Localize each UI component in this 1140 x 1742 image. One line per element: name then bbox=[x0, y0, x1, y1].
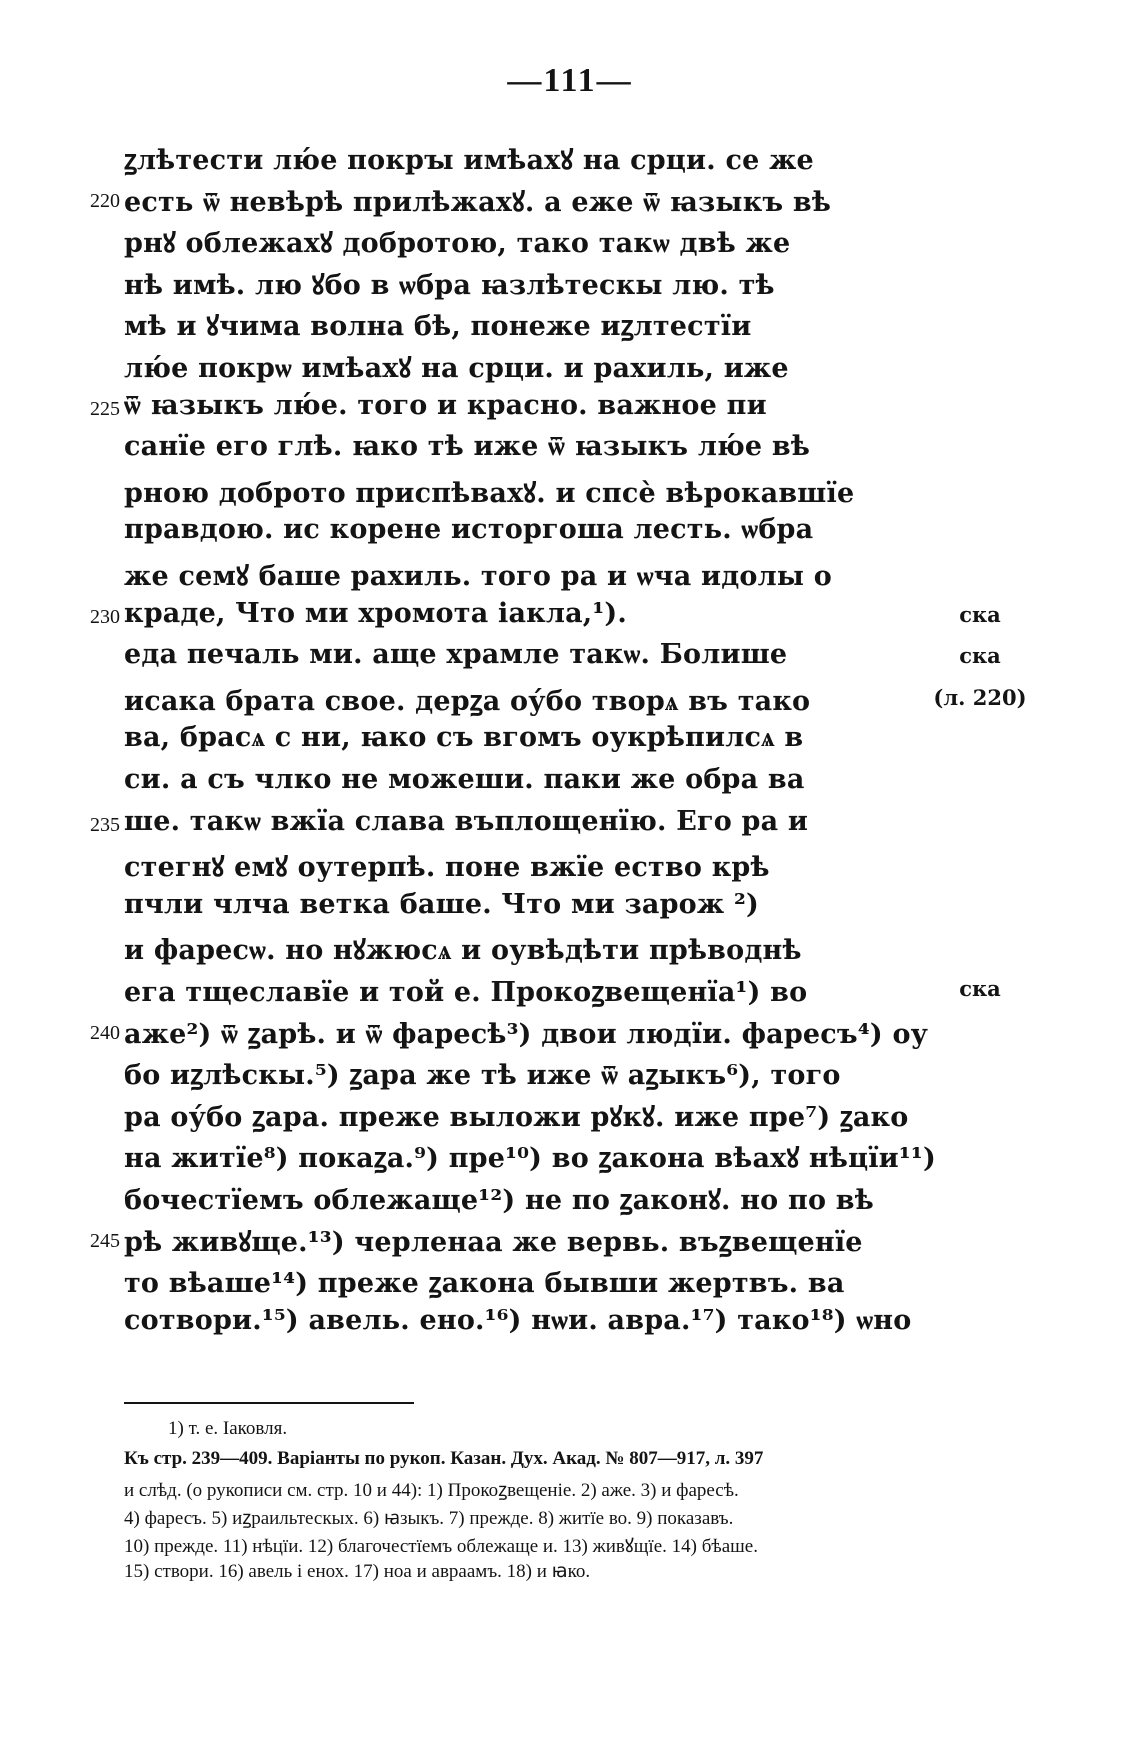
line-text: мѣ и ꙋчима волна бѣ, понеже иꙁлтестїи bbox=[124, 311, 752, 343]
line-text: исака брата свое. дерꙁа оу́бо творѧ въ тако bbox=[124, 685, 811, 717]
line-text: же семꙋ баше рахиль. того ра и ѡча идолы о bbox=[124, 561, 832, 592]
text-line bbox=[0, 1180, 1140, 1220]
line-text: ꙁлѣтести лю́е покрꙑ имѣахꙋ на срци. се же bbox=[124, 145, 814, 176]
text-line bbox=[0, 390, 1140, 430]
footnote-variants-row-2: 10) прежде. 11) нѣцїи. 12) благочестїемъ облежаще и. 13) живꙋщїе. 14) бѣаше. bbox=[124, 1536, 758, 1557]
text-line bbox=[0, 514, 1140, 554]
line-text: ва, брасѧ с ни, ꙗко съ вгомъ оукрѣпилсѧ в bbox=[124, 722, 804, 754]
text-line bbox=[0, 348, 1140, 388]
line-text: еда печаль ми. аще храмле такѡ. Болише bbox=[124, 639, 788, 671]
footnote-variants-row-1: 4) фаресъ. 5) иꙁраильтескых. 6) ꙗзыкъ. 7) прежде. 8) житїе во. 9) показавъ. bbox=[124, 1508, 734, 1529]
footnote-1: 1) т. е. Іаковля. bbox=[168, 1418, 288, 1439]
line-text: ра оу́бо ꙁара. преже выложи рꙋкꙋ. иже пре⁷) ꙁако bbox=[124, 1101, 909, 1133]
text-line bbox=[0, 1055, 1140, 1095]
text-line bbox=[0, 556, 1140, 596]
line-text: аже²) ѿ ꙁарѣ. и ѿ фаресѣ³) двои людїи. фаресъ⁴) оу bbox=[124, 1018, 929, 1050]
footnote-variants-row-3: 15) створи. 16) авель і енох. 17) ноа и авраамъ. 18) и ꙗко. bbox=[124, 1561, 591, 1582]
text-line bbox=[0, 431, 1140, 471]
text-line bbox=[0, 598, 1140, 638]
line-number: 230 bbox=[90, 605, 120, 628]
line-text: рнꙋ облежахꙋ добротою, тако такѡ двѣ же bbox=[124, 228, 791, 260]
text-line bbox=[0, 681, 1140, 721]
footnote-reference: Къ стр. 239—409. Варіанты по рукоп. Казан. Дух. Акад. № 807—917, л. 397 bbox=[124, 1448, 764, 1469]
line-text: ше. такѡ вжїа слава въплощенїю. Его ра и bbox=[124, 805, 809, 837]
line-number: 220 bbox=[90, 189, 120, 212]
line-text: ега тщеславїе и той е. Прокоꙁвещенїа¹) во bbox=[124, 977, 808, 1008]
text-line bbox=[0, 1138, 1140, 1178]
margin-note: ска bbox=[959, 601, 1001, 627]
line-text: есть ѿ невѣрѣ прилѣжахꙋ. а еже ѿ ꙗзыкъ вѣ bbox=[124, 186, 832, 218]
line-text: бочестїемъ облежаще¹²) не по ꙁаконꙋ. но по вѣ bbox=[124, 1185, 874, 1216]
text-line bbox=[0, 764, 1140, 804]
text-line bbox=[0, 1097, 1140, 1137]
line-text: правдою. ис корене исторгоша лесть. ѡбра bbox=[124, 514, 814, 546]
line-text: си. а съ члко не можеши. паки же обра ва bbox=[124, 764, 805, 795]
text-line bbox=[0, 847, 1140, 887]
line-text: сотвори.¹⁵) авель. ено.¹⁶) нѡи. авра.¹⁷) тако¹⁸) ѡно bbox=[124, 1304, 912, 1336]
margin-note: ска bbox=[959, 976, 1001, 1001]
margin-note: (л. 220) bbox=[933, 684, 1027, 710]
text-line bbox=[0, 1305, 1140, 1345]
text-line bbox=[0, 1263, 1140, 1303]
line-text: и фаресѡ. но нꙋжюсѧ и оувѣдѣти прѣводнѣ bbox=[124, 935, 802, 967]
text-line bbox=[0, 639, 1140, 679]
line-text: краде, Что ми хромота iакла,¹). bbox=[124, 597, 627, 629]
text-line bbox=[0, 972, 1140, 1012]
line-text: пчли члча ветка баше. Что ми зарож ²) bbox=[124, 888, 759, 920]
line-text: бо иꙁлѣскы.⁵) ꙁара же тѣ иже ѿ аꙁыкъ⁶), того bbox=[124, 1060, 841, 1092]
line-text: ѿ ꙗзыкъ лю́е. того и красно. важное пи bbox=[124, 389, 767, 421]
line-number: 235 bbox=[90, 813, 120, 836]
text-line bbox=[0, 722, 1140, 762]
text-line bbox=[0, 473, 1140, 513]
text-line bbox=[0, 1014, 1140, 1054]
line-text: лю́е покрѡ имѣахꙋ на срци. и рахиль, иже bbox=[124, 353, 789, 384]
line-text: на житїе⁸) покаꙁа.⁹) пре¹⁰) во ꙁакона вѣахꙋ нѣцїи¹¹) bbox=[124, 1143, 936, 1175]
footnote-reference-continued: и слѣд. (о рукописи см. стр. 10 и 44): 1) Прокоꙁвещеніе. 2) аже. 3) и фаресѣ. bbox=[124, 1480, 739, 1501]
margin-note: ска bbox=[959, 643, 1001, 669]
line-text: нѣ имѣ. лю ꙋбо в ѡбра ꙗзлѣтескы лю. тѣ bbox=[124, 269, 775, 301]
text-line bbox=[0, 140, 1140, 180]
text-line bbox=[0, 1222, 1140, 1262]
text-line bbox=[0, 930, 1140, 970]
text-line bbox=[0, 182, 1140, 222]
line-text: санїе его глѣ. ꙗко тѣ иже ѿ ꙗзыкъ лю́е вѣ bbox=[124, 431, 811, 463]
line-text: то вѣаше¹⁴) преже ꙁакона бывши жертвъ. ва bbox=[124, 1268, 845, 1300]
page-number: —111— bbox=[507, 62, 633, 99]
text-line bbox=[0, 306, 1140, 346]
footnote-rule bbox=[124, 1402, 414, 1404]
line-number: 240 bbox=[90, 1021, 120, 1044]
text-line bbox=[0, 806, 1140, 846]
line-number: 245 bbox=[90, 1229, 120, 1252]
text-line bbox=[0, 265, 1140, 305]
line-text: рною доброто приспѣвахꙋ. и спсѐ вѣрокавшїе bbox=[124, 477, 855, 509]
text-line bbox=[0, 889, 1140, 929]
line-text: стегнꙋ емꙋ оутерпѣ. поне вжїе ество крѣ bbox=[124, 852, 770, 884]
text-line bbox=[0, 223, 1140, 263]
line-number: 225 bbox=[90, 397, 120, 420]
line-text: рѣ живꙋще.¹³) черленаа же вервь. въꙁвещенїе bbox=[124, 1226, 863, 1258]
